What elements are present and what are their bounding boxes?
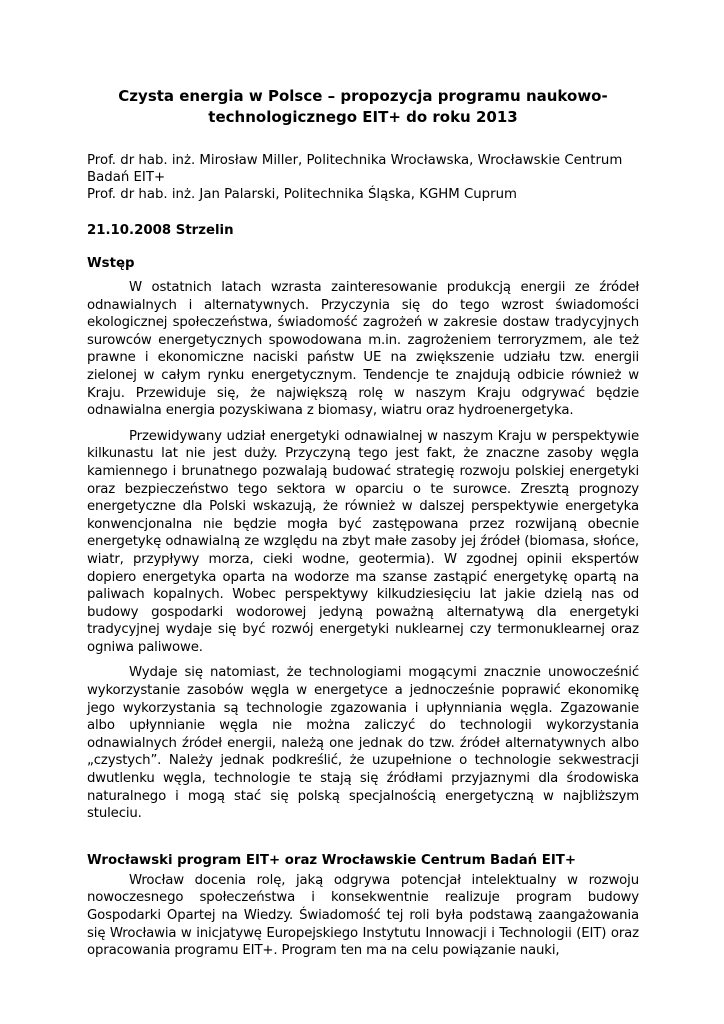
paragraph: Wrocław docenia rolę, jaką odgrywa potencjał intelektualny w rozwoju nowoczesnego społeczeństwa i konsekwentnie realizuje program budowy Gospodarki Opartej na Wiedzy. Świadomość tej roli była podstawą zaangażowania się Wrocławia w inicjatywę Europejskiego Instytutu Innowacji i Technologii (EIT) oraz opracowania programu EIT+. Program ten ma na celu powiązanie nauki, — [87, 872, 639, 959]
section-heading-eit: Wrocławski program EIT+ oraz Wrocławskie Centrum Badań EIT+ — [87, 852, 576, 868]
document-page — [87, 86, 639, 960]
author-line: Prof. dr hab. inż. Mirosław Miller, Politechnika Wrocławska, Wrocławskie Centrum Badań EIT+ — [87, 153, 623, 185]
date-place: 21.10.2008 Strzelin — [87, 223, 234, 238]
paragraph: Przewidywany udział energetyki odnawialnej w naszym Kraju w perspektywie kilkunastu lat nie jest duży. Przyczyną tego jest fakt, że znaczne zasoby węgla kamiennego i brunatnego pozwalają budować strategię rozwoju polskiej energetyki oraz bezpieczeństwo tego sektora w oparciu o te surowce. Zresztą prognozy energetyczne dla Polski wskazują, że również w dalszej perspektywie energetyka konwencjonalna nie będzie mogła być zastępowana przez rozwijaną obecnie energetykę odnawialną ze względu na zbyt małe zasoby jej źródeł (biomasa, słońce, wiatr, przypływy morza, cieki wodne, geotermia). W zgodnej opinii ekspertów dopiero energetyka oparta na wodorze ma szanse zastąpić energetykę opartą na paliwach kopalnych. Wobec perspektywy kilkudziesięciu lat jakie dzielą nas od budowy gospodarki wodorowej jedyną poważną alternatywą dla energetyki tradycyjnej wydaje się być rozwój energetyki nuklearnej czy termonuklearnej oraz ogniwa paliwowe. — [87, 428, 639, 655]
paragraph: W ostatnich latach wzrasta zainteresowanie produkcją energii ze źródeł odnawialnych i alternatywnych. Przyczynia się do tego wzrost świadomości ekologicznej społeczeństwa, świadomość zagrożeń w zakresie dostaw tradycyjnych surowców energetycznych spowodowana m.in. zagrożeniem terroryzmem, ale też prawne i ekonomiczne naciski państw UE na zwiększenie udziału tzw. energii zielonej w całym rynku energetycznym. Tendencje te znajdują odbicie również w Kraju. Przewiduje się, że największą rolę w naszym Kraju odgrywać będzie odnawialna energia pozyskiwana z biomasy, wiatru oraz hydroenergetyka. — [87, 280, 639, 419]
document-title: Czysta energia w Polsce – propozycja programu naukowo-technologicznego EIT+ do roku 2013 — [118, 87, 608, 126]
paragraph: Wydaje się natomiast, że technologiami mogącymi znacznie unowocześnić wykorzystanie zasobów węgla w energetyce a jednocześnie poprawić ekonomikę jego wykorzystania są technologie zgazowania i upłynniania węgla. Zgazowanie albo upłynnianie węgla nie można zaliczyć do technologii wykorzystania odnawialnych źródeł energii, należą one jednak do tzw. źródeł alternatywnych albo „czystych”. Należy jednak podkreślić, że uzupełnione o technologie sekwestracji dwutlenku węgla, technologie te stają się źródłami przyjaznymi dla środowiska naturalnego i mogą stać się polską specjalnością energetyczną w najbliższym stuleciu. — [87, 665, 639, 822]
authors-block — [87, 152, 639, 203]
author-line: Prof. dr hab. inż. Jan Palarski, Politechnika Śląska, KGHM Cuprum — [87, 187, 517, 202]
section-heading-intro: Wstęp — [87, 256, 135, 271]
